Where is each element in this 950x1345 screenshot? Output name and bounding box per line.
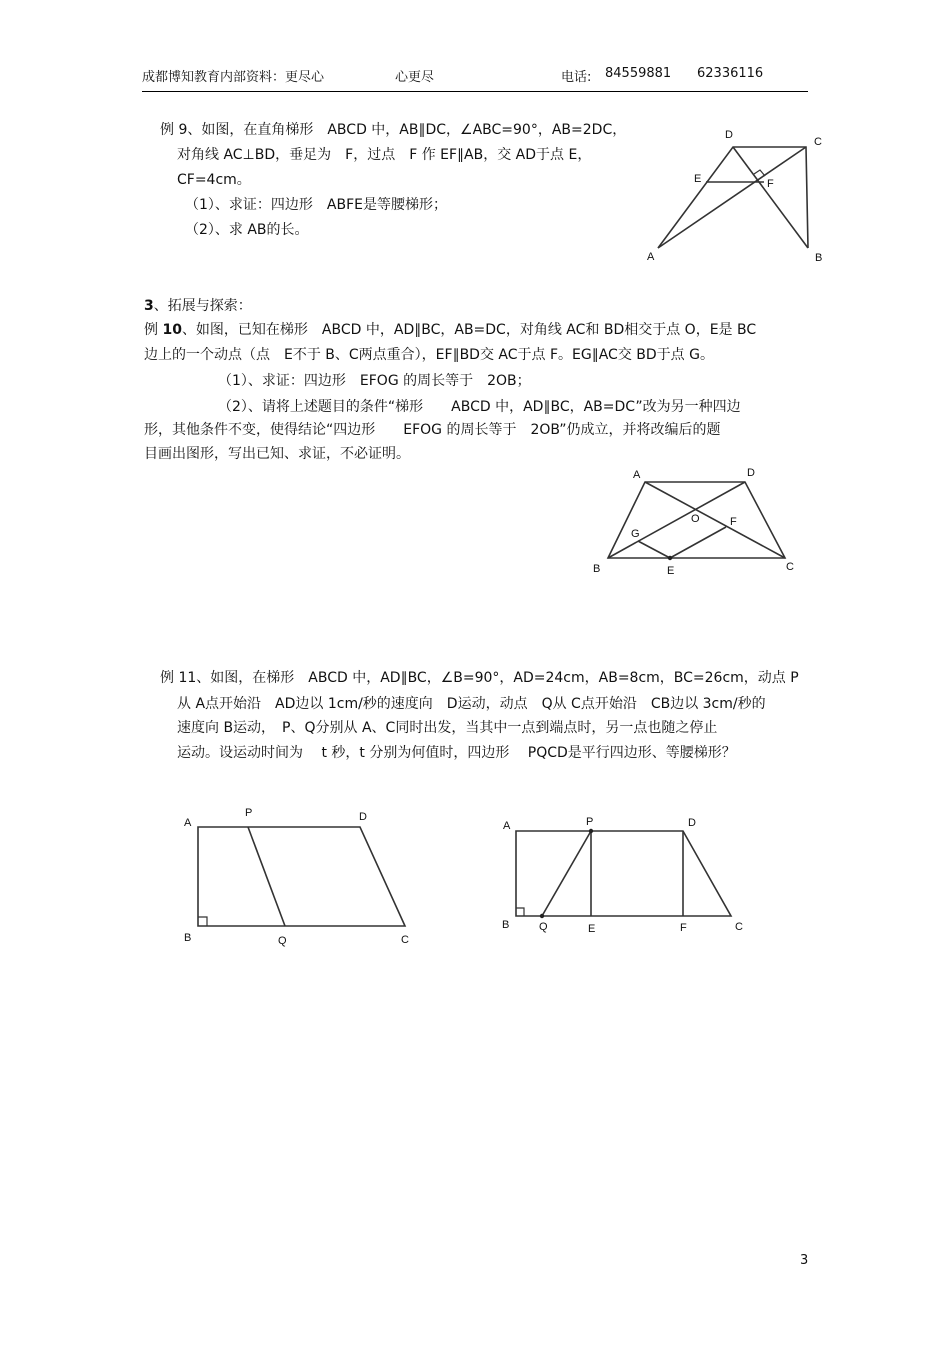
ex9-label-d: D xyxy=(725,129,733,141)
ex9-figure xyxy=(640,125,830,265)
ex9-label-c: C xyxy=(814,136,822,148)
ex10-line-2: 边上的一个动点（点 E不于 B、C两点重合），EF∥BD交 AC于点 F。EG∥AC交 BD于点 G。 xyxy=(144,347,714,363)
ex10-figure xyxy=(590,462,810,582)
ex11-fig1-label-q: Q xyxy=(278,935,287,947)
ex10-label-g: G xyxy=(631,528,640,540)
ex10-segment-eg xyxy=(638,541,670,558)
ex10-question-2c: 目画出图形，写出已知、求证，不必证明。 xyxy=(144,446,410,462)
ex10-label-e: E xyxy=(667,565,675,577)
ex11-fig1-label-p: P xyxy=(245,807,253,819)
ex9-label-a: A xyxy=(647,251,655,263)
ex10-question-2a: （2）、请将上述题目的条件“梯形 ABCD 中，AD∥BC，AB=DC”改为另一种四边 xyxy=(218,399,741,415)
ex10-diagonal-ac xyxy=(645,482,785,558)
ex11-fig1-right-angle xyxy=(198,917,207,926)
ex11-line-1: 例 11、如图，在梯形 ABCD 中，AD∥BC，∠B=90°，AD=24cm，AB=8cm，BC=26cm，动点 P xyxy=(160,670,799,686)
ex11-fig2-point-p xyxy=(589,829,593,833)
ex11-fig1-label-d: D xyxy=(359,811,367,823)
section-3-number: 3 xyxy=(144,298,154,314)
ex11-fig2-label-e: E xyxy=(588,923,596,935)
section-3-heading xyxy=(144,296,252,316)
ex11-fig1-label-b: B xyxy=(184,932,192,944)
ex11-figure-2 xyxy=(495,805,755,945)
ex10-label-b: B xyxy=(593,563,601,575)
section-3-title: 、拓展与探索： xyxy=(153,298,252,314)
ex10-question-1: （1）、求证：四边形 EFOG 的周长等于 2OB； xyxy=(218,373,531,389)
ex10-number: 10 xyxy=(162,322,182,338)
ex10-prefix: 例 xyxy=(144,322,163,338)
ex9-question-1: （1）、求证：四边形 ABFE是等腰梯形； xyxy=(185,197,447,213)
header-phone-2: 62336116 xyxy=(697,66,764,81)
ex10-segment-ef xyxy=(670,527,726,558)
ex9-label-e: E xyxy=(694,173,702,185)
ex9-label-f: F xyxy=(767,178,774,190)
ex10-label-f: F xyxy=(730,516,737,528)
ex9-line-2: 对角线 AC⊥BD，垂足为 F，过点 F 作 EF∥AB，交 AD于点 E， xyxy=(177,147,592,163)
ex11-fig2-label-f: F xyxy=(680,922,687,934)
ex10-label-c: C xyxy=(786,561,794,573)
header-rule xyxy=(142,91,808,92)
ex11-fig2-point-q xyxy=(540,914,544,918)
header-org: 成都博知教育内部资料：更尽心 xyxy=(142,70,325,85)
page-number: 3 xyxy=(800,1253,809,1268)
ex11-fig2-right-angle xyxy=(516,908,524,916)
ex11-fig2-label-c: C xyxy=(735,921,743,933)
ex9-diagonal-ac xyxy=(658,147,806,248)
ex11-fig1-segment-pq xyxy=(248,827,285,926)
ex9-diagonal-bd xyxy=(733,147,808,248)
ex10-question-2b: 形，其他条件不变，使得结论“四边形 EFOG 的周长等于 2OB”仍成立，并将改编后的题 xyxy=(144,422,721,438)
ex9-label-b: B xyxy=(815,252,823,264)
ex11-fig1-label-a: A xyxy=(184,817,192,829)
ex10-diagonal-bd xyxy=(608,482,745,558)
ex10-label-d: D xyxy=(747,467,755,479)
ex11-fig2-label-p: P xyxy=(586,816,594,828)
ex10-label-o: O xyxy=(691,513,700,525)
ex9-line-3: CF=4cm。 xyxy=(177,172,251,188)
ex11-fig1-label-c: C xyxy=(401,934,409,946)
ex11-figure-1 xyxy=(175,800,435,960)
header-slogan: 心更尽 xyxy=(395,70,435,85)
ex11-fig2-segment-pq xyxy=(542,831,591,916)
ex11-fig2-trapezoid xyxy=(516,831,731,916)
ex11-fig2-label-b: B xyxy=(502,919,510,931)
ex10-label-a: A xyxy=(633,469,641,481)
ex9-question-2: （2）、求 AB的长。 xyxy=(185,222,309,238)
header-phone-label: 电话: xyxy=(561,70,592,85)
ex10-line-1 xyxy=(144,320,756,340)
ex11-line-4: 运动。设运动时间为 t 秒，t 分别为何值时，四边形 PQCD是平行四边形、等腰梯形？ xyxy=(177,745,736,761)
ex10-point-e xyxy=(668,556,672,560)
ex11-fig1-trapezoid xyxy=(198,827,405,926)
ex9-right-angle-mark xyxy=(754,170,765,176)
ex11-fig2-label-q: Q xyxy=(539,921,548,933)
ex10-line-1-text: 、如图，已知在梯形 ABCD 中，AD∥BC，AB=DC，对角线 AC和 BD相交于点 O，E是 BC xyxy=(181,322,757,338)
ex9-line-1: 例 9、如图，在直角梯形 ABCD 中，AB∥DC，∠ABC=90°，AB=2DC， xyxy=(160,122,627,138)
ex11-line-2: 从 A点开始沿 AD边以 1cm/秒的速度向 D运动，动点 Q从 C点开始沿 CB边以 3cm/秒的 xyxy=(177,696,766,712)
ex11-fig2-label-a: A xyxy=(503,820,511,832)
header-phone-1: 84559881 xyxy=(605,66,672,81)
ex11-line-3: 速度向 B运动， P、Q分别从 A、C同时出发，当其中一点到端点时，另一点也随之停止 xyxy=(177,720,718,736)
ex11-fig2-label-d: D xyxy=(688,817,696,829)
